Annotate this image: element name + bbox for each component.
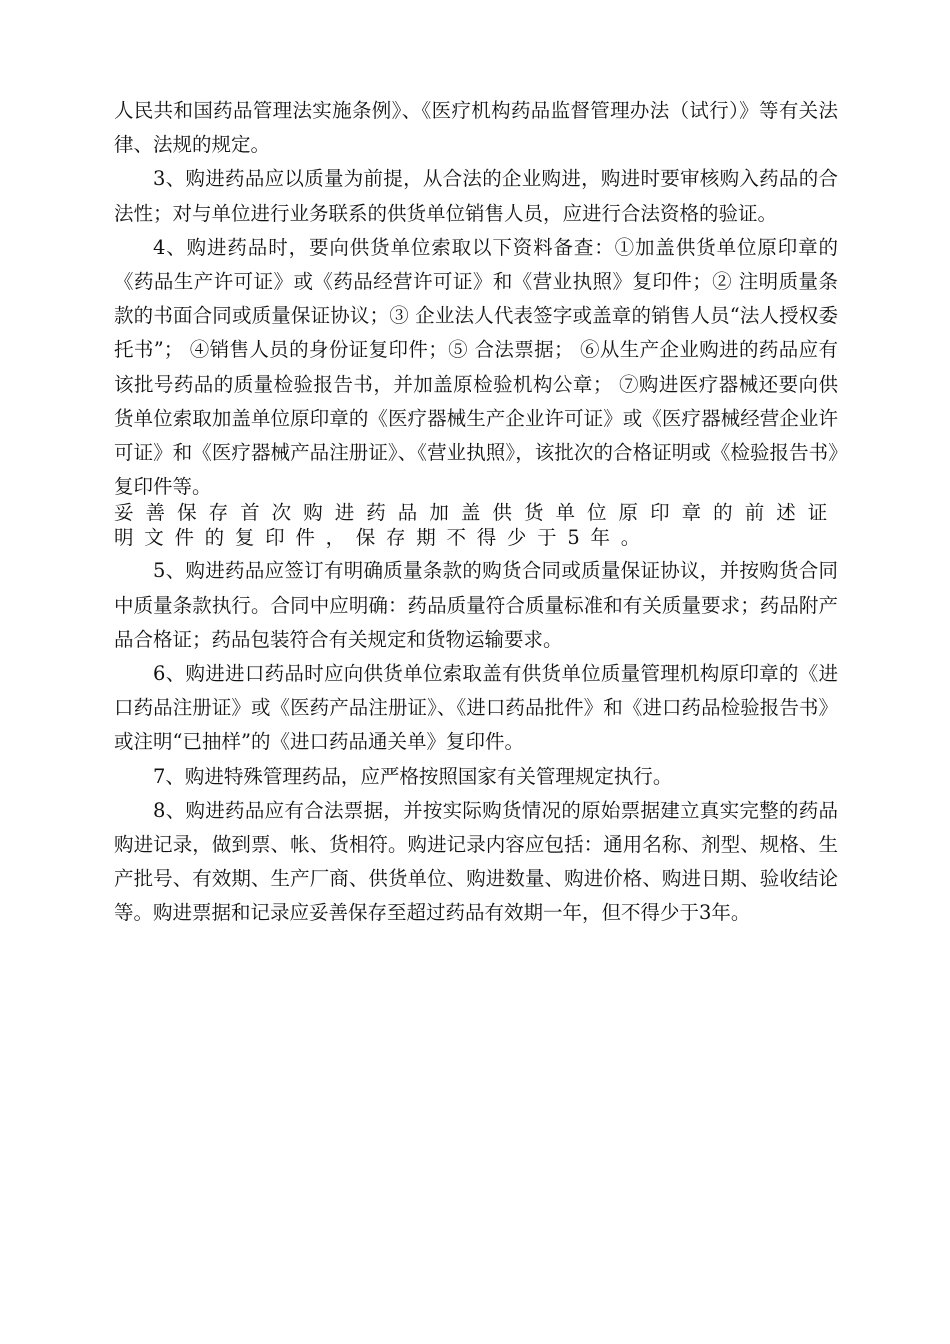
paragraph-retention-note: 妥善保存首次购进药品加盖供货单位原印章的前述证明文件的复印件，保存期不得少于5年。	[114, 501, 838, 550]
paragraph-continuation: 人民共和国药品管理法实施条例》、《医疗机构药品监督管理办法（试行）》等有关法律、法规的规定。	[114, 99, 838, 157]
paragraph-item-8: 8、购进药品应有合法票据，并按实际购货情况的原始票据建立真实完整的药品购进记录，做到票、帐、货相符。购进记录内容应包括：通用名称、剂型、规格、生产批号、有效期、生产厂商、供货单位、购进数量、购进价格、购进日期、验收结论等。购进票据和记录应妥善保存至超过药品有效期一年，但不得少于3年。	[114, 798, 838, 925]
paragraph-item-6: 6、购进进口药品时应向供货单位索取盖有供货单位质量管理机构原印章的《进口药品注册证》或《医药产品注册证》、《进口药品批件》和《进口药品检验报告书》或注明“已抽样”的《进口药品通关单》复印件。	[114, 662, 838, 754]
paragraph-item-3: 3、购进药品应以质量为前提，从合法的企业购进，购进时要审核购入药品的合法性；对与单位进行业务联系的供货单位销售人员，应进行合法资格的验证。	[114, 167, 838, 225]
paragraph-item-4: 4、购进药品时，要向供货单位索取以下资料备查：①加盖供货单位原印章的《药品生产许可证》或《药品经营许可证》和《营业执照》复印件；② 注明质量条款的书面合同或质量保证协议；③ 企业法人代表签字或盖章的销售人员“法人授权委托书”； ④销售人员的身份证复印件；⑤ 合法票据； ⑥从生产企业购进的药品应有该批号药品的质量检验报告书，并加盖原检验机构公章； ⑦购进医疗器械还要向供货单位索取加盖单位原印章的《医疗器械生产企业许可证》或《医疗器械经营企业许可证》和《医疗器械产品注册证》、《营业执照》，该批次的合格证明或《检验报告书》复印件等。	[114, 235, 838, 499]
paragraph-item-5: 5、购进药品应签订有明确质量条款的购货合同或质量保证协议，并按购货合同中质量条款执行。合同中应明确：药品质量符合质量标准和有关质量要求；药品附产品合格证；药品包装符合有关规定和货物运输要求。	[114, 559, 838, 651]
document-body	[114, 94, 838, 931]
paragraph-item-7: 7、购进特殊管理药品，应严格按照国家有关管理规定执行。	[153, 764, 673, 788]
